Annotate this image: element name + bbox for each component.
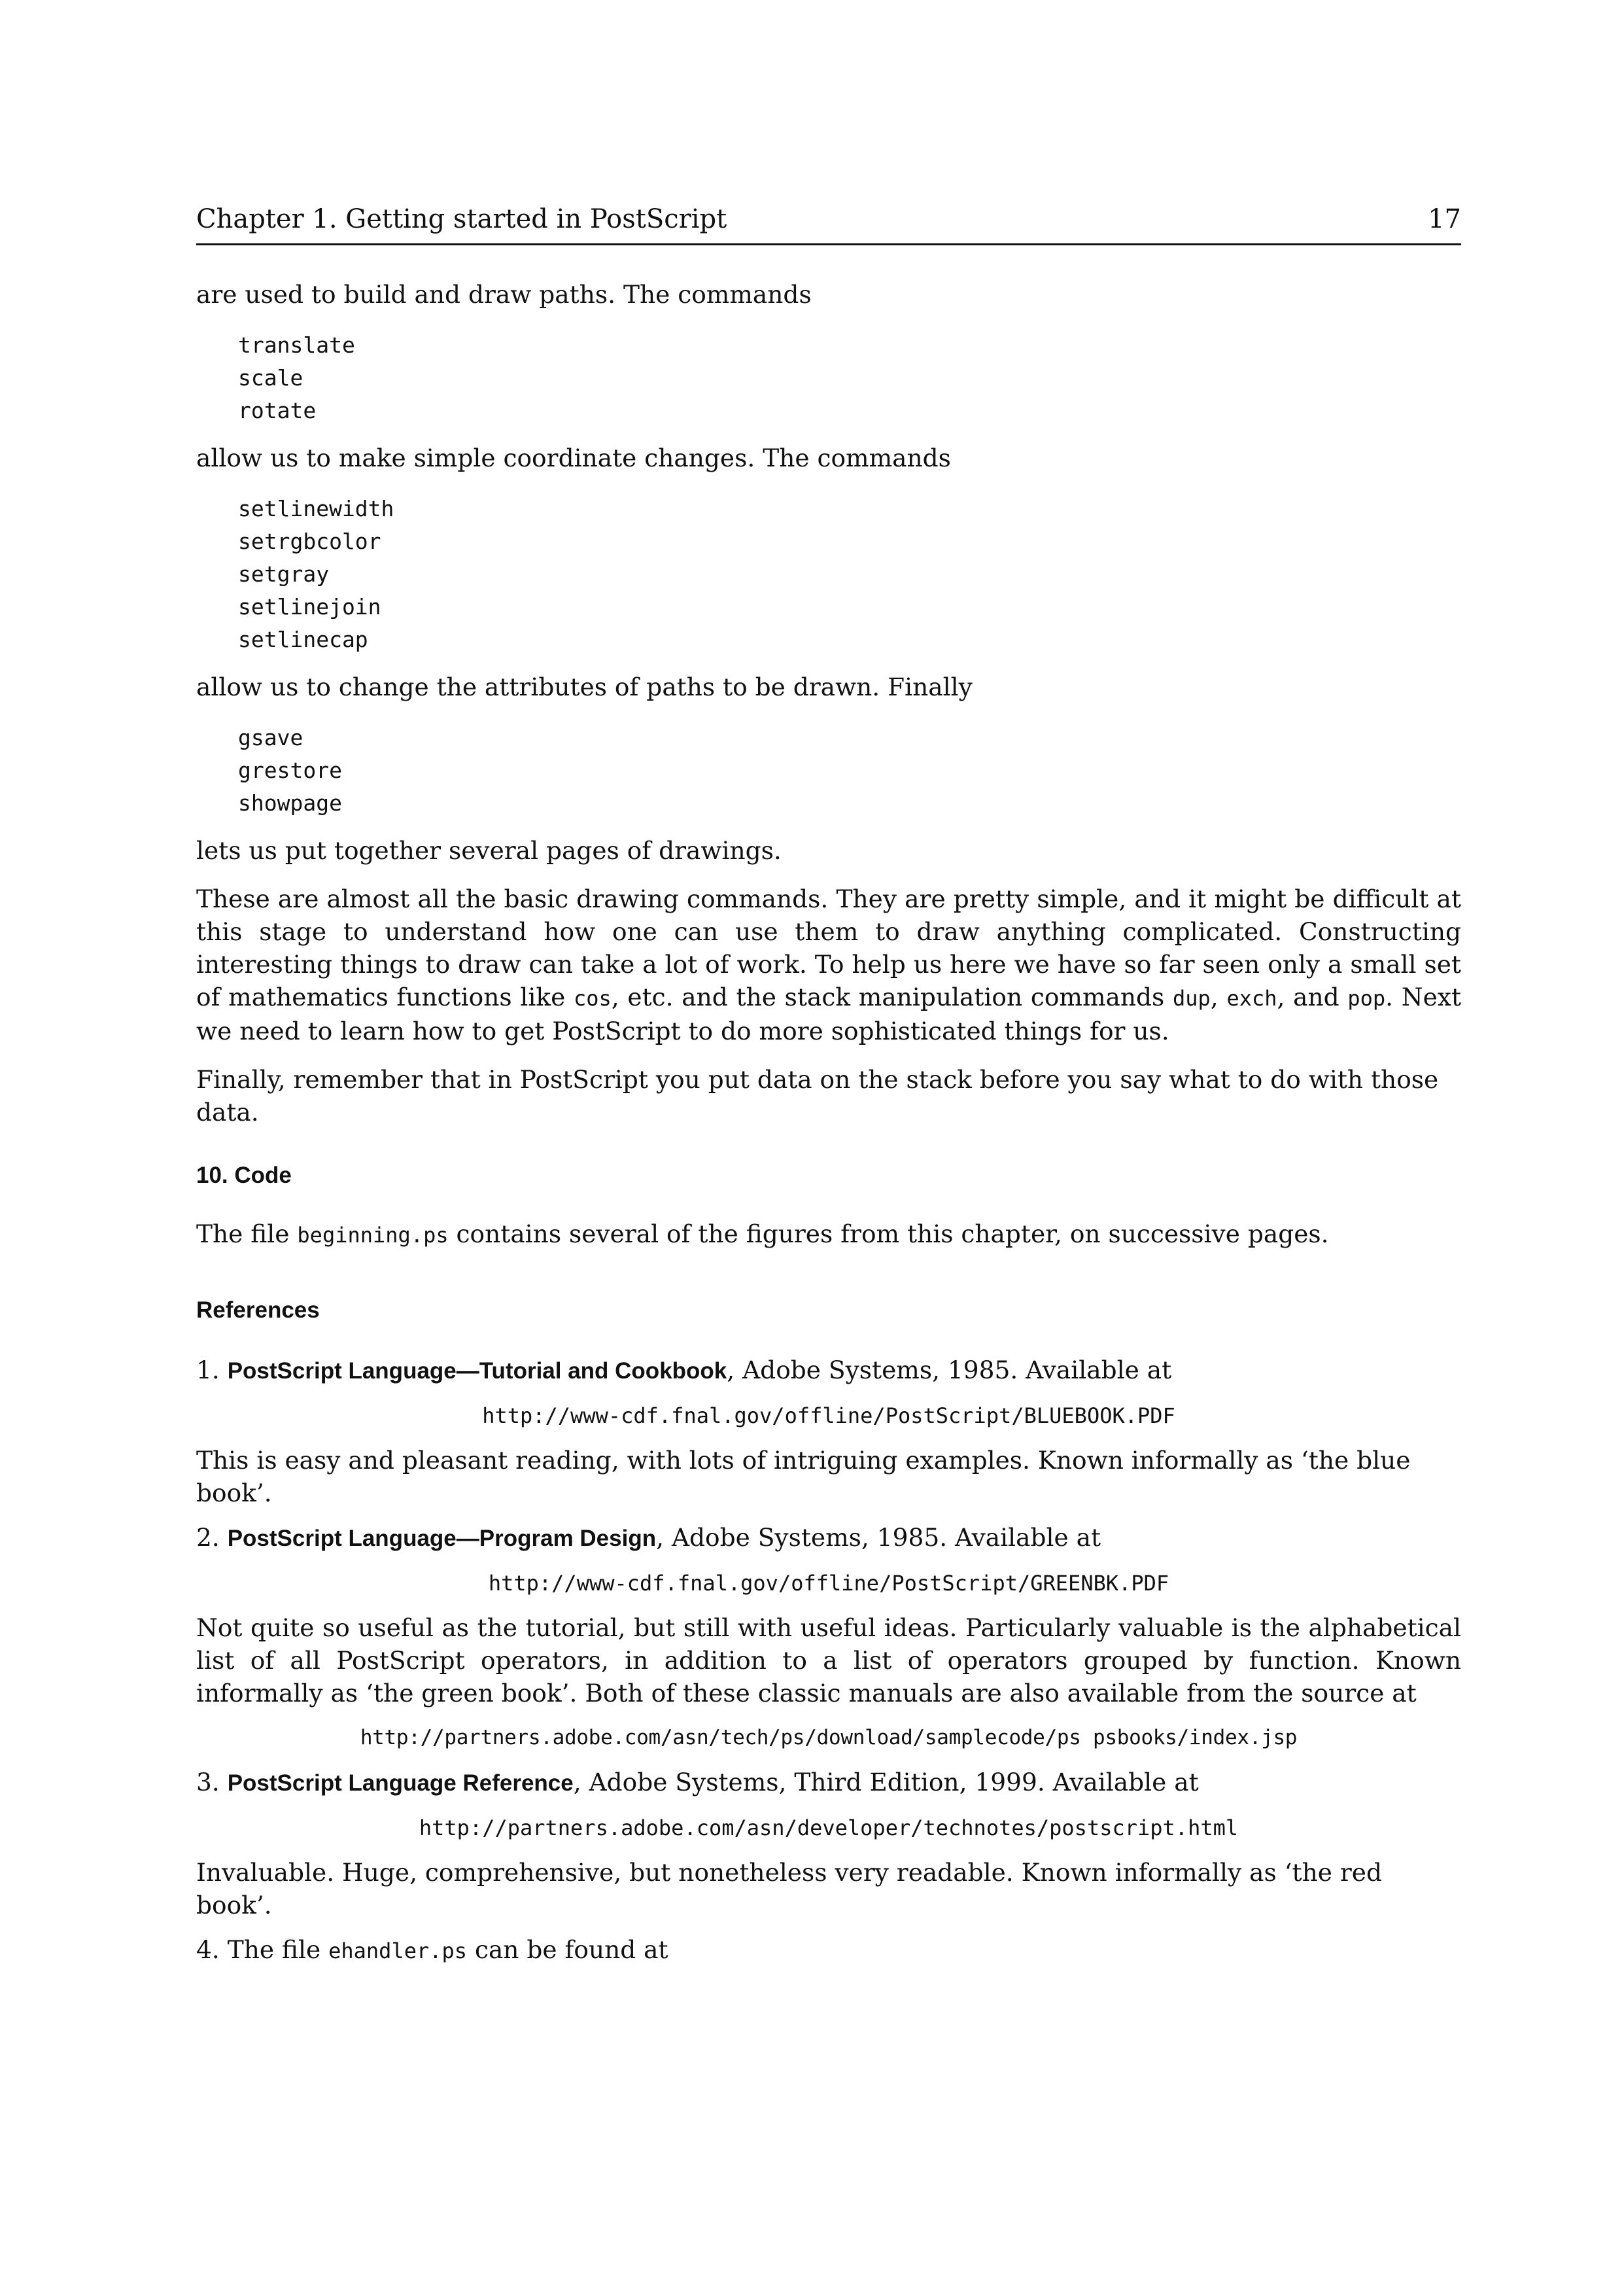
reference-details: , Adobe Systems, Third Edition, 1999. Available at bbox=[573, 1768, 1199, 1796]
code-block-attributes bbox=[238, 493, 1461, 656]
paragraph-coordinates: allow us to make simple coordinate changes. The commands bbox=[196, 444, 951, 472]
inline-code-cos: cos bbox=[573, 986, 612, 1011]
inline-code-dup: dup bbox=[1173, 986, 1211, 1011]
code-line: setgray bbox=[238, 561, 330, 587]
inline-code-pop: pop bbox=[1347, 986, 1386, 1011]
reference-url-3[interactable]: http://partners.adobe.com/asn/developer/technotes/postscript.html bbox=[419, 1815, 1239, 1840]
text-span: contains several of the figures from this chapter, on successive pages. bbox=[448, 1219, 1329, 1248]
reference-number: 4. bbox=[196, 1935, 228, 1964]
code-line: rotate bbox=[238, 398, 317, 423]
paragraph-pages: lets us put together several pages of drawings. bbox=[196, 836, 782, 865]
reference-number: 2. bbox=[196, 1523, 228, 1552]
text-span: , and bbox=[1277, 983, 1348, 1011]
reference-item-1 bbox=[196, 1354, 1461, 1388]
reference-item-3 bbox=[196, 1766, 1461, 1800]
reference-details: , Adobe Systems, 1985. Available at bbox=[656, 1523, 1101, 1552]
reference-note-3: Invaluable. Huge, comprehensive, but nonetheless very readable. Known informally as ‘the red book’. bbox=[196, 1858, 1383, 1919]
page-content bbox=[196, 278, 1461, 1979]
code-line: gsave bbox=[238, 725, 303, 750]
reference-item-4 bbox=[196, 1933, 1461, 1967]
paragraph-attributes: allow us to change the attributes of paths to be drawn. Finally bbox=[196, 673, 973, 701]
reference-url-1[interactable]: http://www-cdf.fnal.gov/offline/PostScript/BLUEBOOK.PDF bbox=[482, 1403, 1175, 1428]
reference-title: PostScript Language—Tutorial and Cookbook bbox=[227, 1358, 727, 1384]
reference-item-2 bbox=[196, 1521, 1461, 1555]
section-heading-references: References bbox=[196, 1297, 320, 1323]
inline-code-filename: beginning.ps bbox=[297, 1223, 449, 1248]
reference-title: PostScript Language Reference bbox=[227, 1770, 574, 1796]
text-span: The file bbox=[196, 1219, 298, 1248]
text-span: . Next we need to learn how to get PostScript to do more sophisticated things for us. bbox=[196, 983, 1462, 1045]
running-header bbox=[196, 203, 1461, 245]
reference-note-2: Not quite so useful as the tutorial, but still with useful ideas. Particularly valuable is the alphabetical list of all PostScript operators, in addition to a list of operators grouped by function. Known informally as ‘the green book’. Both of these classic manuals are also available from the source at bbox=[196, 1613, 1461, 1708]
text-span: can be found at bbox=[467, 1935, 668, 1964]
reference-title: PostScript Language—Program Design bbox=[227, 1526, 657, 1551]
code-line: setrgbcolor bbox=[238, 529, 381, 554]
code-line: setlinejoin bbox=[238, 594, 381, 620]
text-span: , bbox=[1210, 983, 1227, 1011]
paragraph-code-file bbox=[196, 1218, 1461, 1252]
inline-code-filename: ehandler.ps bbox=[328, 1938, 468, 1963]
code-line: grestore bbox=[238, 758, 342, 783]
page-number: 17 bbox=[1428, 204, 1461, 234]
paragraph-paths: are used to build and draw paths. The commands bbox=[196, 280, 812, 309]
document-page bbox=[196, 0, 1461, 2295]
code-block-pages bbox=[238, 722, 1461, 820]
code-line: setlinecap bbox=[238, 627, 368, 652]
text-span: The file bbox=[227, 1935, 329, 1964]
code-line: showpage bbox=[238, 790, 342, 816]
code-line: setlinewidth bbox=[238, 496, 394, 521]
reference-number: 3. bbox=[196, 1768, 228, 1796]
reference-extra-url[interactable]: http://partners.adobe.com/asn/tech/ps/download/samplecode/ps psbooks/index.jsp bbox=[360, 1726, 1298, 1749]
paragraph-summary bbox=[196, 883, 1461, 1047]
code-line: translate bbox=[238, 332, 355, 358]
chapter-title: Chapter 1. Getting started in PostScript bbox=[196, 204, 727, 234]
paragraph-stack: Finally, remember that in PostScript you put data on the stack before you say what to do with those data. bbox=[196, 1065, 1439, 1127]
code-block-transform bbox=[238, 329, 1461, 427]
text-span: , etc. and the stack manipulation commands bbox=[611, 983, 1173, 1011]
inline-code-exch: exch bbox=[1226, 986, 1277, 1011]
reference-details: , Adobe Systems, 1985. Available at bbox=[727, 1356, 1172, 1384]
reference-url-2[interactable]: http://www-cdf.fnal.gov/offline/PostScript/GREENBK.PDF bbox=[488, 1571, 1169, 1596]
code-line: scale bbox=[238, 365, 303, 391]
text-span: These are almost all the basic drawing commands. They are pretty simple, and it might be difficult at this stage to understand how one can use them to draw anything complicated. Constructing interesting things to draw can take a lot of work. To help us here we have so far seen only a small set of mathematics functions like bbox=[196, 885, 1461, 1011]
section-heading-code: 10. Code bbox=[196, 1163, 292, 1188]
reference-note-1: This is easy and pleasant reading, with lots of intriguing examples. Known informally as ‘the blue book’. bbox=[196, 1446, 1411, 1507]
reference-number: 1. bbox=[196, 1356, 228, 1384]
